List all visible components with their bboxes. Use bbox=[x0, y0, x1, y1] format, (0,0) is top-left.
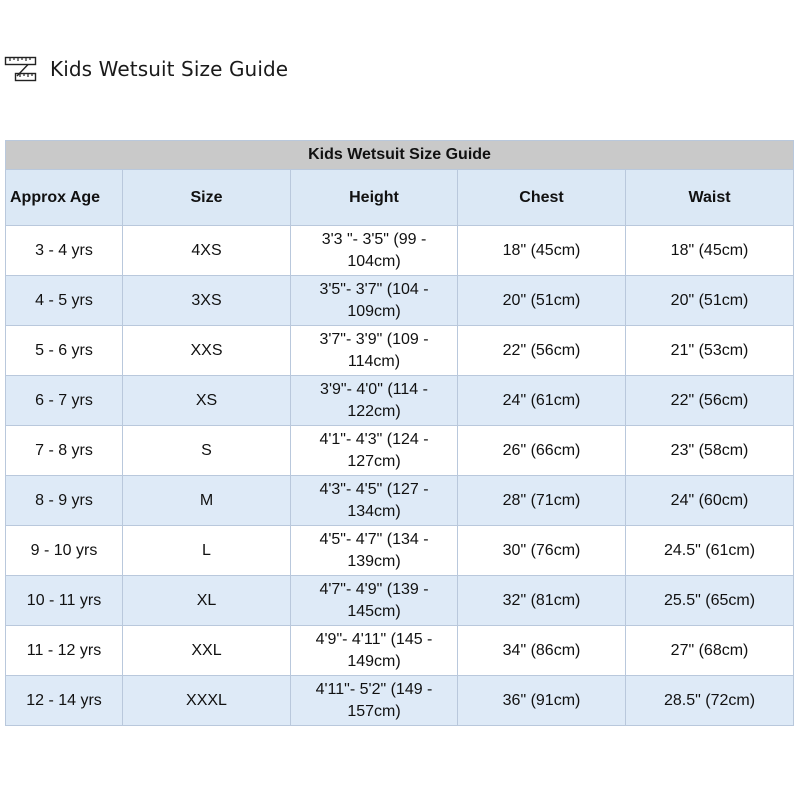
column-header-chest: Chest bbox=[458, 170, 626, 226]
waist-cell: 21" (53cm) bbox=[626, 326, 794, 376]
table-row bbox=[6, 376, 794, 426]
chest-cell: 26" (66cm) bbox=[458, 426, 626, 476]
size-cell: XXS bbox=[123, 326, 291, 376]
size-cell: XXXL bbox=[123, 676, 291, 726]
height-cell: 3'9"- 4'0" (114 - 122cm) bbox=[291, 376, 458, 426]
size-cell: M bbox=[123, 476, 291, 526]
chest-cell: 28" (71cm) bbox=[458, 476, 626, 526]
size-cell: L bbox=[123, 526, 291, 576]
table-header-row bbox=[6, 170, 794, 226]
chest-cell: 22" (56cm) bbox=[458, 326, 626, 376]
age-cell: 8 - 9 yrs bbox=[6, 476, 123, 526]
waist-cell: 23" (58cm) bbox=[626, 426, 794, 476]
height-cell: 4'11"- 5'2" (149 - 157cm) bbox=[291, 676, 458, 726]
table-row bbox=[6, 226, 794, 276]
height-cell: 3'7"- 3'9" (109 - 114cm) bbox=[291, 326, 458, 376]
height-cell: 4'9"- 4'11" (145 - 149cm) bbox=[291, 626, 458, 676]
column-header-size: Size bbox=[123, 170, 291, 226]
chest-cell: 20" (51cm) bbox=[458, 276, 626, 326]
table-row bbox=[6, 626, 794, 676]
page-title: Kids Wetsuit Size Guide bbox=[50, 57, 289, 81]
table-row bbox=[6, 426, 794, 476]
table-row bbox=[6, 276, 794, 326]
age-cell: 6 - 7 yrs bbox=[6, 376, 123, 426]
age-cell: 5 - 6 yrs bbox=[6, 326, 123, 376]
column-header-height: Height bbox=[291, 170, 458, 226]
size-cell: XS bbox=[123, 376, 291, 426]
height-cell: 4'5"- 4'7" (134 - 139cm) bbox=[291, 526, 458, 576]
age-cell: 4 - 5 yrs bbox=[6, 276, 123, 326]
waist-cell: 18" (45cm) bbox=[626, 226, 794, 276]
age-cell: 12 - 14 yrs bbox=[6, 676, 123, 726]
chest-cell: 36" (91cm) bbox=[458, 676, 626, 726]
size-guide-table bbox=[5, 140, 794, 726]
height-cell: 3'5"- 3'7" (104 - 109cm) bbox=[291, 276, 458, 326]
waist-cell: 22" (56cm) bbox=[626, 376, 794, 426]
size-cell: XXL bbox=[123, 626, 291, 676]
age-cell: 3 - 4 yrs bbox=[6, 226, 123, 276]
age-cell: 11 - 12 yrs bbox=[6, 626, 123, 676]
table-row bbox=[6, 326, 794, 376]
table-row bbox=[6, 526, 794, 576]
table-row bbox=[6, 576, 794, 626]
table-row bbox=[6, 676, 794, 726]
size-cell: XL bbox=[123, 576, 291, 626]
chest-cell: 30" (76cm) bbox=[458, 526, 626, 576]
chest-cell: 34" (86cm) bbox=[458, 626, 626, 676]
chest-cell: 32" (81cm) bbox=[458, 576, 626, 626]
page-header bbox=[4, 52, 288, 86]
height-cell: 4'7"- 4'9" (139 - 145cm) bbox=[291, 576, 458, 626]
waist-cell: 24.5" (61cm) bbox=[626, 526, 794, 576]
waist-cell: 27" (68cm) bbox=[626, 626, 794, 676]
table-caption: Kids Wetsuit Size Guide bbox=[6, 141, 794, 170]
ruler-icon bbox=[4, 54, 38, 84]
chest-cell: 24" (61cm) bbox=[458, 376, 626, 426]
column-header-approx-age: Approx Age bbox=[6, 170, 123, 226]
size-guide-table-wrap bbox=[5, 140, 793, 726]
table-caption-row bbox=[6, 141, 794, 170]
height-cell: 3'3 "- 3'5" (99 - 104cm) bbox=[291, 226, 458, 276]
size-cell: 3XS bbox=[123, 276, 291, 326]
chest-cell: 18" (45cm) bbox=[458, 226, 626, 276]
waist-cell: 20" (51cm) bbox=[626, 276, 794, 326]
height-cell: 4'1"- 4'3" (124 - 127cm) bbox=[291, 426, 458, 476]
age-cell: 9 - 10 yrs bbox=[6, 526, 123, 576]
age-cell: 7 - 8 yrs bbox=[6, 426, 123, 476]
size-cell: S bbox=[123, 426, 291, 476]
height-cell: 4'3"- 4'5" (127 - 134cm) bbox=[291, 476, 458, 526]
column-header-waist: Waist bbox=[626, 170, 794, 226]
waist-cell: 28.5" (72cm) bbox=[626, 676, 794, 726]
table-row bbox=[6, 476, 794, 526]
age-cell: 10 - 11 yrs bbox=[6, 576, 123, 626]
waist-cell: 25.5" (65cm) bbox=[626, 576, 794, 626]
size-cell: 4XS bbox=[123, 226, 291, 276]
waist-cell: 24" (60cm) bbox=[626, 476, 794, 526]
